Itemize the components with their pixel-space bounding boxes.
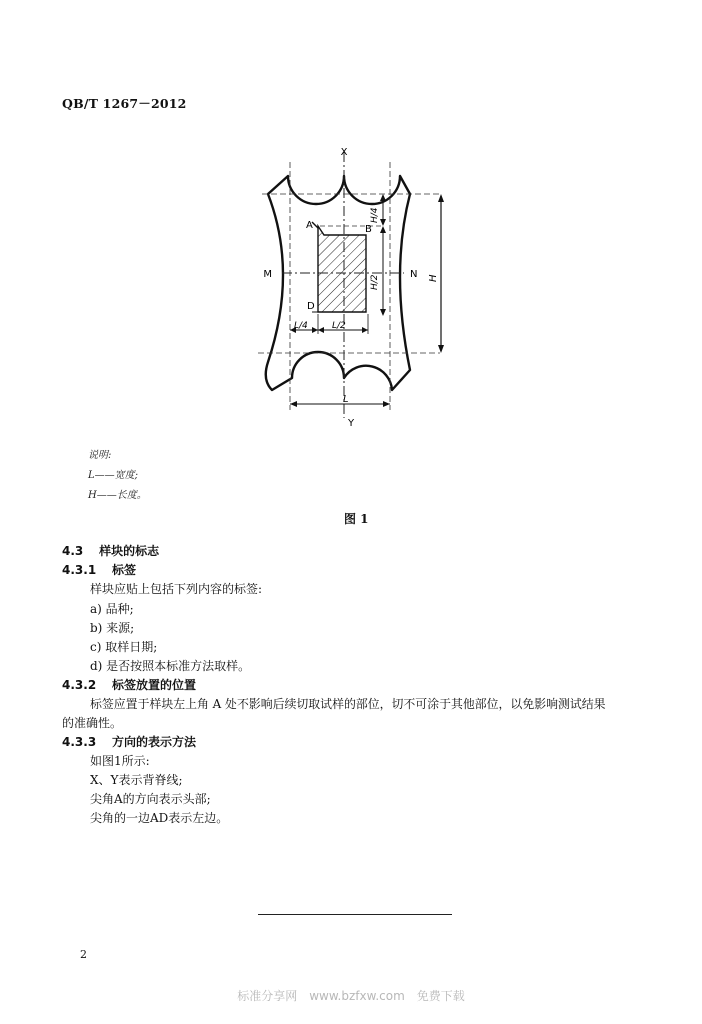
direction-line: X、Y表示背脊线; bbox=[90, 773, 183, 787]
label-b: B bbox=[365, 224, 372, 235]
label-a: A bbox=[306, 220, 313, 231]
label-h4: H/4 bbox=[370, 207, 380, 223]
label-h: H bbox=[428, 274, 439, 282]
section-4-3-2-heading: 4.3.2 标签放置的位置 bbox=[62, 678, 197, 692]
label-l4: L/4 bbox=[294, 321, 308, 331]
direction-line: 如图1所示: bbox=[90, 754, 150, 768]
label-x: X bbox=[340, 147, 348, 158]
label-d: D bbox=[307, 301, 315, 312]
list-item: b) 来源; bbox=[90, 621, 135, 635]
label-l: L bbox=[343, 394, 349, 405]
section-4-3-2-text-line2: 的准确性。 bbox=[62, 716, 123, 730]
list-item: a) 品种; bbox=[90, 602, 134, 616]
label-m: M bbox=[263, 269, 272, 280]
label-y: Y bbox=[347, 418, 355, 429]
legend-title: 说明: bbox=[88, 450, 112, 461]
figure-caption: 图 1 bbox=[344, 512, 369, 526]
label-h2: H/2 bbox=[370, 274, 380, 290]
section-4-3-3-heading: 4.3.3 方向的表示方法 bbox=[62, 735, 197, 749]
end-rule bbox=[258, 914, 452, 915]
legend-item-length: H——长度。 bbox=[88, 490, 147, 501]
section-4-3-2-text-line1: 标签应置于样块左上角 A 处不影响后续切取试样的部位，切不可涂于其他部位，以免影响测试结果 bbox=[90, 697, 606, 711]
list-item: c) 取样日期; bbox=[90, 640, 158, 654]
label-intro: 样块应贴上包括下列内容的标签: bbox=[90, 582, 263, 596]
hatched-test-area bbox=[318, 226, 366, 312]
legend-item-width: L——宽度; bbox=[88, 470, 139, 481]
label-l2: L/2 bbox=[332, 321, 346, 331]
section-4-3-1-heading: 4.3.1 标签 bbox=[62, 563, 137, 577]
list-item: d) 是否按照本标准方法取样。 bbox=[90, 659, 251, 673]
direction-line: 尖角A的方向表示头部; bbox=[90, 792, 211, 806]
standard-number: QB/T 1267－2012 bbox=[62, 96, 187, 111]
label-n: N bbox=[410, 269, 418, 280]
page-number: 2 bbox=[80, 948, 87, 961]
watermark-footer: 标准分享网 www.bzfxw.com 免费下载 bbox=[237, 989, 465, 1003]
direction-line: 尖角的一边AD表示左边。 bbox=[90, 811, 229, 825]
figure-1-sample-diagram bbox=[0, 0, 702, 440]
section-4-3-heading: 4.3 样块的标志 bbox=[62, 544, 160, 558]
